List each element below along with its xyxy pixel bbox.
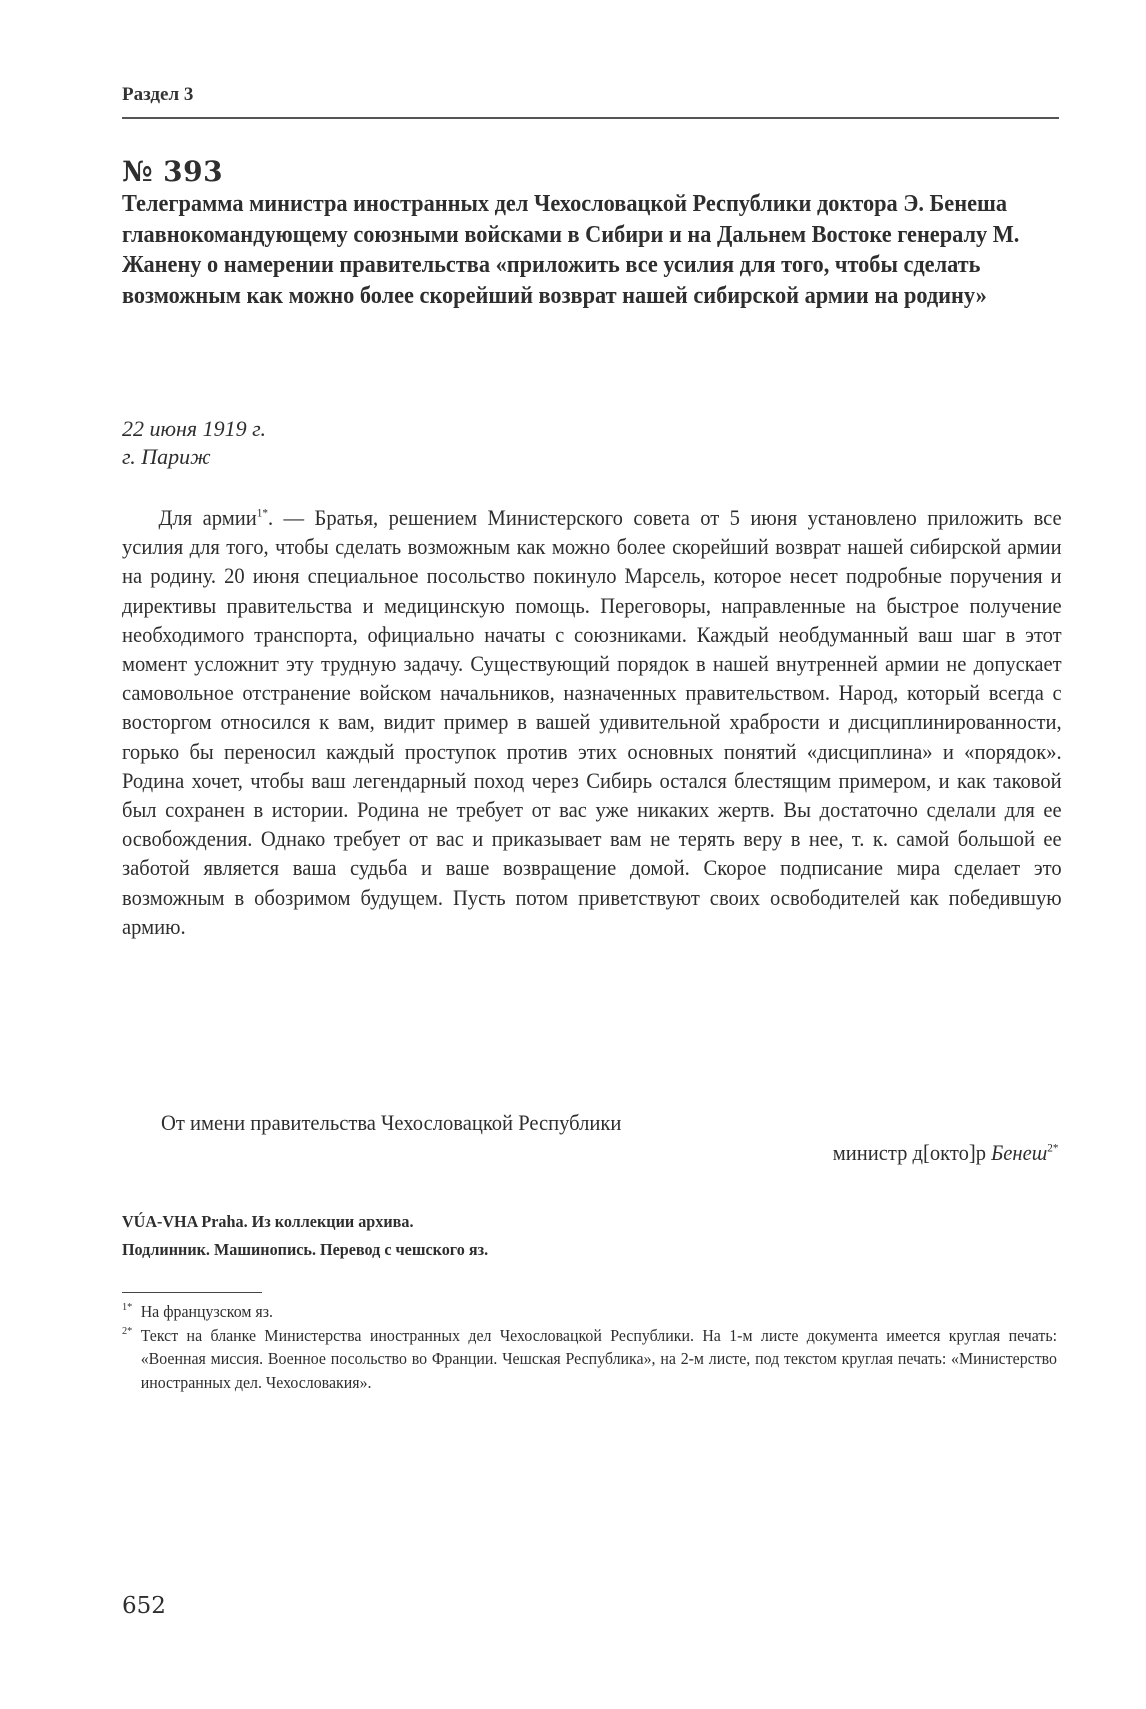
body-lead: Для армии [158, 505, 257, 530]
header-rule [122, 117, 1059, 119]
footnote-ref-1[interactable]: 1* [256, 505, 268, 520]
footnote-2 [122, 1324, 1057, 1395]
signature-title: министр д[окто]р [832, 1140, 991, 1165]
document-body [122, 503, 1062, 941]
running-head: Раздел 3 [122, 84, 194, 105]
archive-note [122, 1208, 488, 1264]
signature [832, 1140, 1058, 1166]
archive-description: Подлинник. Машинопись. Перевод с чешского яз. [122, 1240, 489, 1259]
document-number: № 393 [122, 155, 224, 188]
footnote-rule [122, 1292, 262, 1293]
body-paragraph [122, 503, 1062, 941]
footnote-text: На французском яз. [140, 1302, 273, 1321]
footnote-text: Текст на бланке Министерства иностранных дел Чехословацкой Республики. На 1-м листе документа имеется круглая печать: «Военная миссия. Военное посольство во Франции. Чешская Республика», на 2-м листе, под текстом круглая печать: «Министерство иностранных дел. Чехословакия». [140, 1325, 1057, 1392]
document-title: Телеграмма министра иностранных дел Чехословацкой Республики доктора Э. Бенеша главнокомандующему союзными войсками в Сибири и на Дальнем Востоке генералу М. Жанену о намерении правительства «приложить все усилия для того, чтобы сделать возможным как можно более скорейший возврат нашей сибирской армии на родину» [122, 191, 1020, 309]
body-text: . — Братья, решением Министерского совета от 5 июня установлено приложить все усилия для того, чтобы сделать возможным как можно более скорейший возврат нашей сибирской армии на родину. 20 июня специальное посольство покинуло Марсель, которое несет подробные поручения и директивы правительства и медицинскую помощь. Переговоры, направленные на быстрое получение необходимого транспорта, официально начаты с союзниками. Каждый необдуманный ваш шаг в этот момент усложнит эту трудную задачу. Существующий порядок в нашей внутренней армии не допускает самовольное отстранение войском начальников, назначенных правительством. Народ, который всегда с восторгом относился к вам, видит пример в вашей удивительной храбрости и дисциплинированности, горько бы переносил каждый проступок против этих основных понятий «дисциплина» и «порядок». Родина хочет, чтобы ваш легендарный поход через Сибирь остался блестящим примером, и как таковой был сохранен в истории. Родина не требует от вас уже никаких жертв. Вы достаточно сделали для ее освобождения. Однако требует от вас и приказывает вам не терять веру в нее, т. к. самой большой ее заботой является ваша судьба и ваше возвращение домой. Скорое подписание мира сделает это возможным в обозримом будущем. Пусть потом приветствуют своих освободителей как победившую армию. [122, 505, 1062, 939]
footnote-mark: 1* [122, 1301, 133, 1313]
footnotes [122, 1300, 1057, 1394]
signature-preamble: От имени правительства Чехословацкой Республики [161, 1110, 622, 1135]
document-place: г. Париж [122, 444, 211, 469]
signature-name: Бенеш [990, 1140, 1047, 1165]
footnote-1 [122, 1300, 1057, 1324]
footnote-mark: 2* [122, 1324, 133, 1337]
page-number: 652 [122, 1593, 166, 1619]
document-date: 22 июня 1919 г. [122, 416, 266, 441]
archive-source: VÚA-VHA Praha. Из коллекции архива. [122, 1212, 414, 1231]
footnote-ref-2[interactable]: 2* [1046, 1140, 1058, 1155]
